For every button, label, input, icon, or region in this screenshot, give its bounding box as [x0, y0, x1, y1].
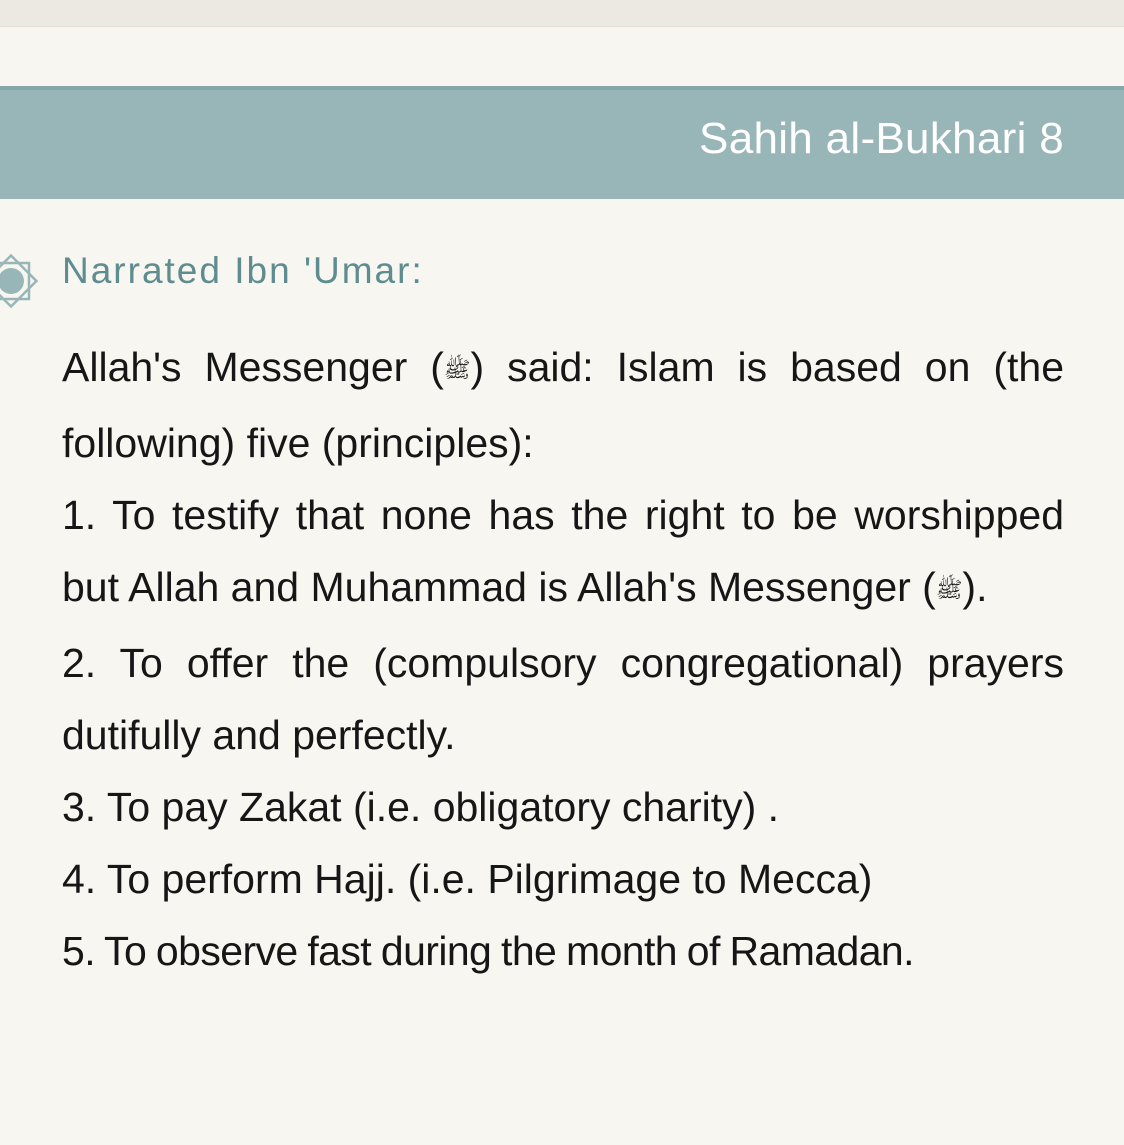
hadith-reference-title: Sahih al-Bukhari 8: [699, 114, 1064, 163]
top-strip: [0, 0, 1124, 27]
intro-after: ) said: Islam is based on (the following) five (principles):: [62, 344, 1064, 466]
principle-2: 2. To offer the (compulsory congregational) prayers dutifully and perfectly.: [62, 640, 1064, 758]
principle-1-after: ).: [962, 564, 988, 610]
principle-1: [62, 479, 1064, 627]
principle-1-before: 1. To testify that none has the right to be worshipped but Allah and Muhammad is Allah's Messenger (: [62, 492, 1064, 610]
pbuh-symbol: ﷺ: [935, 578, 963, 603]
principle-5: 5. To observe fast during the month of Ramadan.: [62, 928, 914, 974]
principle-3: 3. To pay Zakat (i.e. obligatory charity) .: [62, 784, 780, 830]
hadith-intro: [62, 331, 1064, 479]
pbuh-symbol: ﷺ: [443, 358, 471, 383]
intro-before: Allah's Messenger (: [62, 344, 444, 390]
hadith-text: [62, 331, 1064, 987]
narrator-line: Narrated Ibn 'Umar:: [62, 250, 424, 291]
principle-4: 4. To perform Hajj. (i.e. Pilgrimage to Mecca): [62, 856, 873, 902]
header-bar: [0, 86, 1124, 199]
star-ornament-icon: [0, 248, 44, 314]
